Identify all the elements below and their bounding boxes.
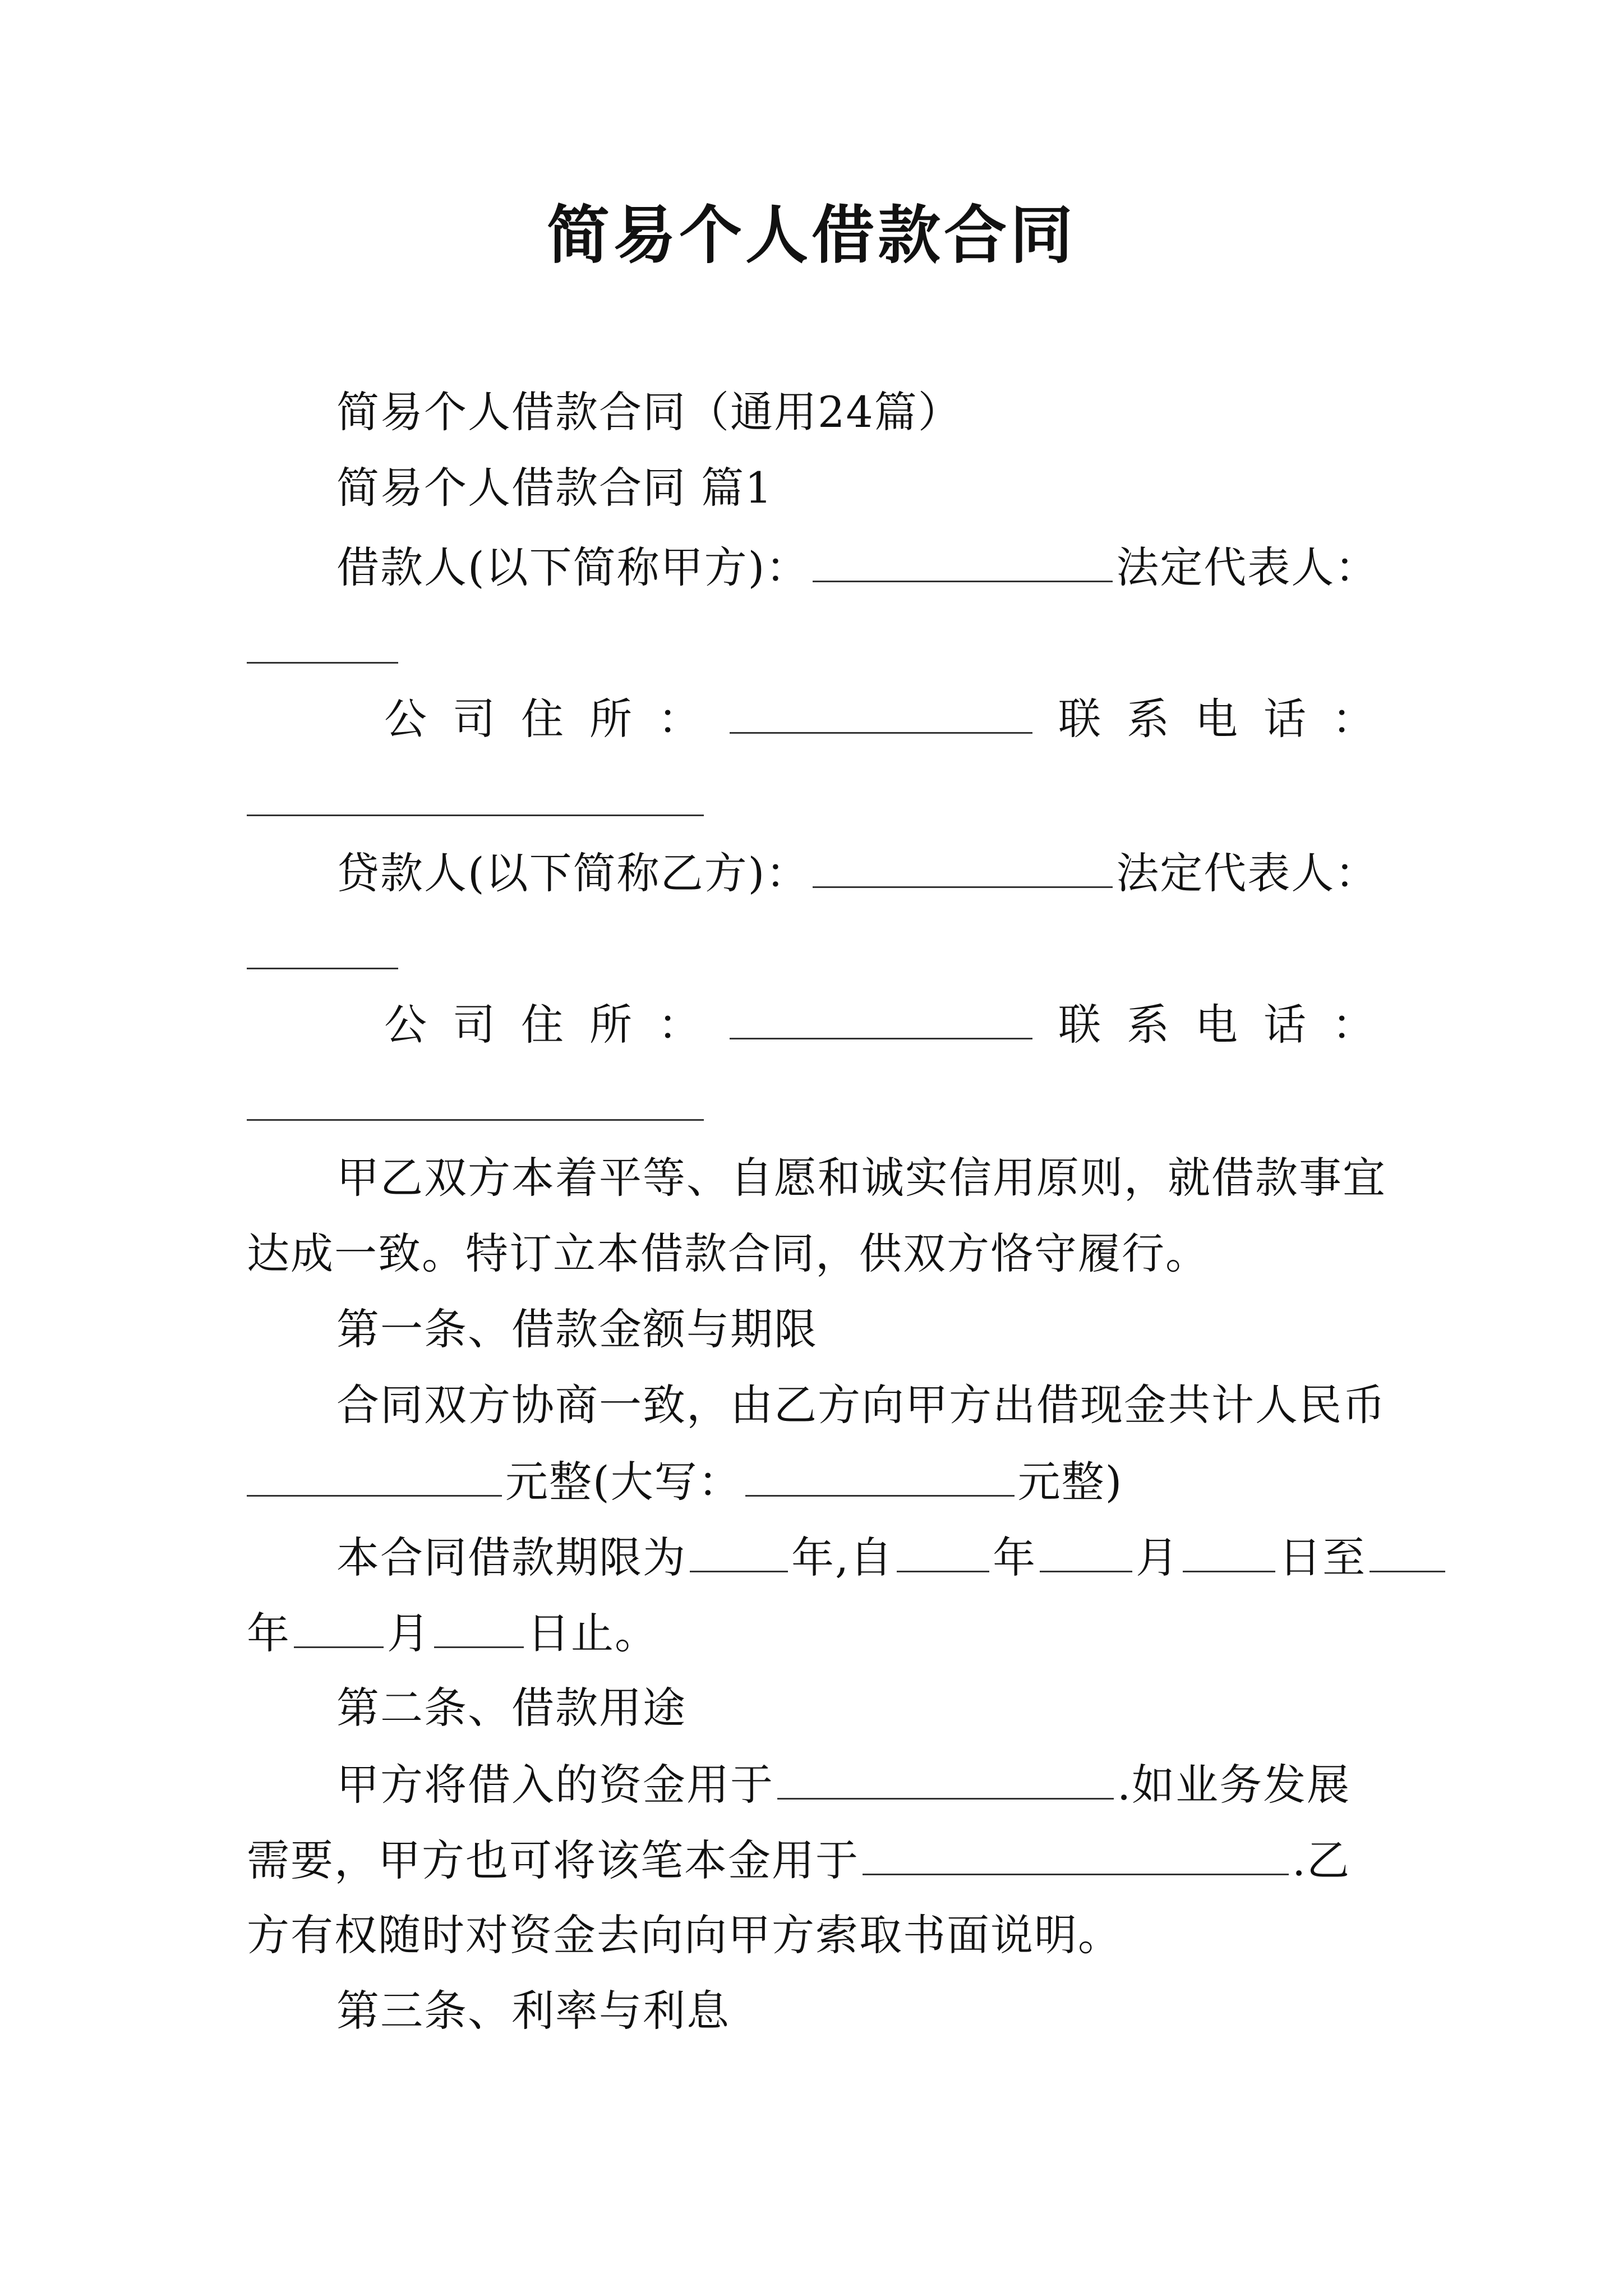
borrower-address-blank[interactable] [730, 687, 1032, 734]
article-1-line-1: 合同双方协商一致，由乙方向甲方出借现金共计人民币 [336, 1380, 1386, 1430]
purpose-label: 甲方将借入的资金用于 [336, 1760, 774, 1810]
amount-yuan-end: 元整) [1017, 1457, 1123, 1507]
borrower-address-line [384, 687, 1400, 750]
article-1-title: 第一条、借款金额与期限 [336, 1304, 818, 1354]
borrower-phone-blank[interactable] [247, 815, 704, 816]
borrower-name-blank[interactable] [813, 536, 1113, 582]
purpose-suffix: .如业务发展 [1117, 1760, 1351, 1810]
article-2-title: 第二条、借款用途 [336, 1683, 686, 1733]
borrower-legal-rep-blank[interactable] [247, 662, 398, 664]
start-month-label: 月 [1136, 1533, 1180, 1582]
lender-legal-rep-label: 法定代表人： [1116, 848, 1379, 898]
amount-words-blank[interactable] [745, 1450, 1015, 1497]
document-title: 简易个人借款合同 [547, 199, 1076, 272]
lender-address-line [384, 993, 1400, 1056]
lender-line [336, 841, 1378, 904]
end-day-label: 日止。 [527, 1608, 658, 1658]
legal-rep-label: 法定代表人： [1116, 542, 1379, 592]
phone-label: 联系电话： [1058, 694, 1400, 744]
borrower-line [336, 536, 1378, 599]
borrower-label: 借款人(以下简称甲方)： [336, 542, 810, 592]
lender-legal-rep-blank[interactable] [247, 968, 398, 969]
start-day-to-label: 日至 [1279, 1533, 1367, 1582]
lender-phone-blank[interactable] [247, 1119, 704, 1121]
term-line [336, 1526, 1449, 1589]
start-month-blank[interactable] [1040, 1526, 1132, 1572]
lender-company-address-label: 公司住所： [384, 1000, 726, 1050]
article-2-line-3: 方有权随时对资金去向向甲方索取书面说明。 [247, 1910, 1122, 1960]
alt-purpose-label: 需要，甲方也可将该笔本金用于 [247, 1835, 859, 1885]
section-heading: 简易个人借款合同 篇1 [336, 463, 773, 513]
alt-purpose-blank[interactable] [863, 1829, 1289, 1875]
end-year-blank[interactable] [1370, 1526, 1445, 1572]
amount-yuan-label: 元整(大写： [505, 1457, 742, 1507]
end-month-label: 月 [387, 1608, 431, 1658]
term-year-from: 年,自 [791, 1533, 894, 1582]
document-subtitle: 简易个人借款合同（通用24篇） [336, 387, 962, 437]
preamble-line-1: 甲乙双方本着平等、自愿和诚实信用原则，就借款事宜 [336, 1153, 1386, 1203]
article-2-line-1 [336, 1753, 1350, 1816]
end-day-blank[interactable] [434, 1602, 524, 1648]
article-2-line-2 [247, 1829, 1350, 1892]
amount-figures-blank[interactable] [247, 1450, 502, 1497]
start-year-blank[interactable] [897, 1526, 989, 1572]
alt-purpose-suffix: .乙 [1292, 1835, 1351, 1885]
lender-name-blank[interactable] [813, 841, 1113, 888]
article-3-title: 第三条、利率与利息 [336, 1986, 730, 2036]
preamble-line-2: 达成一致。特订立本借款合同，供双方恪守履行。 [247, 1228, 1209, 1278]
term-prefix: 本合同借款期限为 [336, 1533, 686, 1582]
start-year-label: 年 [993, 1533, 1037, 1582]
start-day-blank[interactable] [1183, 1526, 1275, 1572]
lender-phone-label: 联系电话： [1058, 1000, 1400, 1050]
end-month-blank[interactable] [294, 1602, 384, 1648]
lender-address-blank[interactable] [730, 993, 1032, 1039]
term-years-blank[interactable] [690, 1526, 788, 1572]
term-end-line [247, 1602, 658, 1664]
company-address-label: 公司住所： [384, 694, 726, 744]
lender-label: 贷款人(以下简称乙方)： [336, 848, 810, 898]
article-1-amount-line [247, 1450, 1123, 1513]
end-year-label: 年 [247, 1608, 291, 1658]
purpose-blank[interactable] [777, 1753, 1114, 1800]
